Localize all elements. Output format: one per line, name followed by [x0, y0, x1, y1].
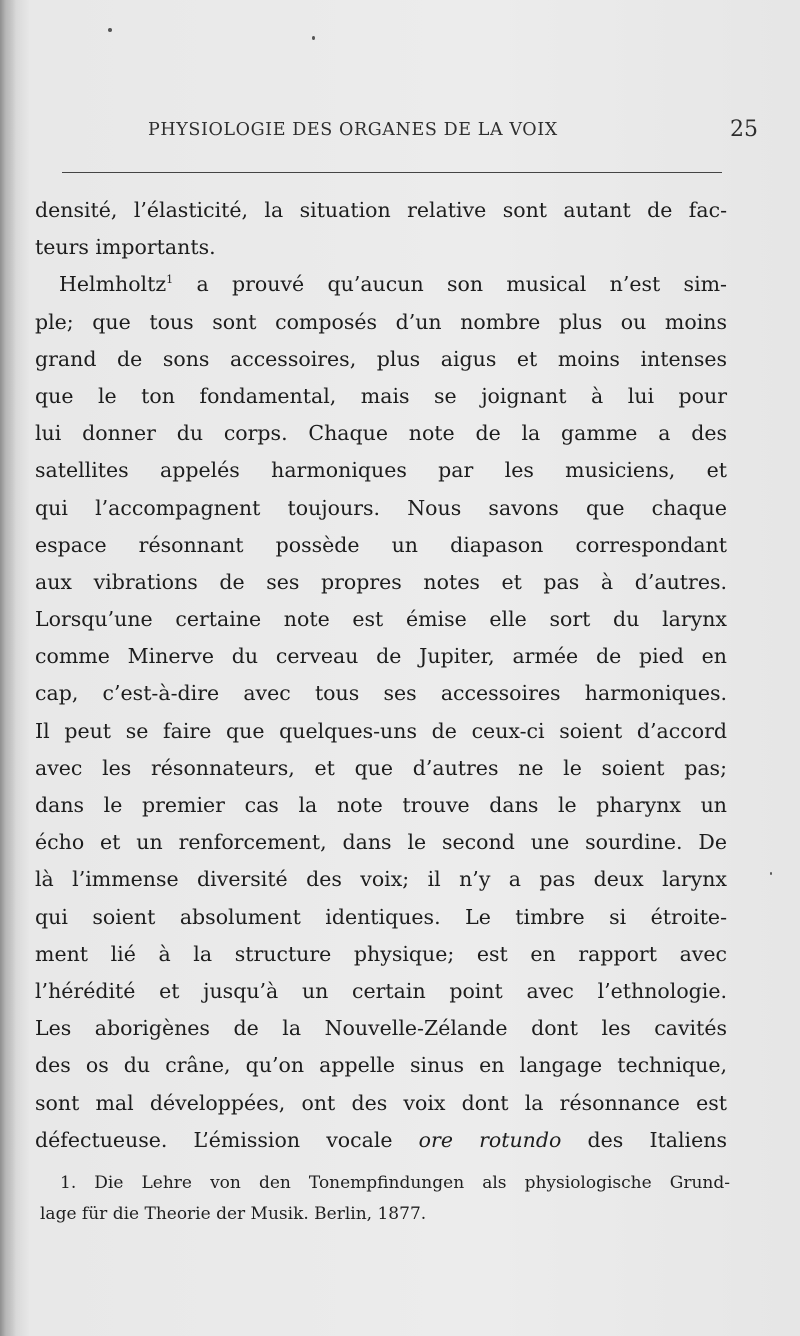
running-title: PHYSIOLOGIE DES ORGANES DE LA VOIX [148, 120, 558, 140]
text-line: densité, l’élasticité, la situation relative sont autant de fac- [35, 198, 727, 222]
text-line: Les aborigènes de la Nouvelle-Zélande dont les cavités [35, 1016, 727, 1041]
text-line: l’hérédité et jusqu’à un certain point avec l’ethnologie. [35, 978, 727, 1003]
text-line: espace résonnant possède un diapason correspondant [35, 532, 727, 557]
text-segment: Helmholtz [59, 272, 167, 297]
text-line: là l’immense diversité des voix; il n’y a pas deux larynx [35, 867, 727, 892]
paper-speck [108, 28, 112, 32]
text-segment: défectueuse. L’émission vocale [35, 1127, 393, 1152]
body-text [35, 192, 727, 1159]
footnote-line: 1. Die Lehre von den Tonempfindungen als physiologische Grund- [60, 1173, 730, 1193]
paper-speck [770, 872, 772, 875]
text-line: des os du crâne, qu’on appelle sinus en langage technique, [35, 1053, 727, 1078]
text-line: écho et un renforcement, dans le second une sourdine. De [35, 830, 727, 855]
footnote-line: lage für die Theorie der Musik. Berlin, 1877. [40, 1204, 427, 1224]
text-line: avec les résonnateurs, et que d’autres ne le soient pas; [35, 755, 727, 780]
text-line: cap, c’est-à-dire avec tous ses accessoires harmoniques. [35, 681, 727, 706]
text-line: sont mal développées, ont des voix dont la résonnance est [35, 1090, 727, 1115]
text-line: comme Minerve du cerveau de Jupiter, armée de pied en [35, 644, 727, 669]
text-line: satellites appelés harmoniques par les musiciens, et [35, 458, 727, 483]
page-number: 25 [730, 117, 758, 142]
text-line: lui donner du corps. Chaque note de la gamme a des [35, 421, 727, 446]
text-line: dans le premier cas la note trouve dans le pharynx un [35, 793, 727, 817]
text-line: ment lié à la structure physique; est en rapport avec [35, 941, 727, 966]
text-line: ple; que tous sont composés d’un nombre plus ou moins [35, 309, 727, 334]
footnotes [40, 1168, 730, 1230]
text-line: Lorsqu’une certaine note est émise elle sort du larynx [35, 607, 727, 632]
paper-speck [312, 36, 315, 40]
text-line: que le ton fondamental, mais se joignant à lui pour [35, 383, 727, 408]
text-line: qui l’accompagnent toujours. Nous savons que chaque [35, 495, 727, 520]
text-line: Il peut se faire que quelques-uns de ceux-ci soient d’accord [35, 718, 727, 743]
text-line [35, 266, 727, 303]
binding-shadow [0, 0, 16, 1336]
text-line: aux vibrations de ses propres notes et pas à d’autres. [35, 569, 727, 594]
text-segment: a prouvé qu’aucun son musical n’est sim- [196, 272, 727, 297]
text-line: qui soient absolument identiques. Le timbre si étroite- [35, 904, 727, 929]
header-rule [62, 172, 722, 173]
footnote-reference: 1 [166, 273, 174, 287]
text-line: grand de sons accessoires, plus aigus et moins intenses [35, 346, 727, 371]
text-line: teurs importants. [35, 235, 216, 260]
text-segment: des Italiens [587, 1127, 727, 1152]
text-line [35, 1122, 727, 1159]
italic-phrase: ore rotundo [418, 1127, 562, 1152]
